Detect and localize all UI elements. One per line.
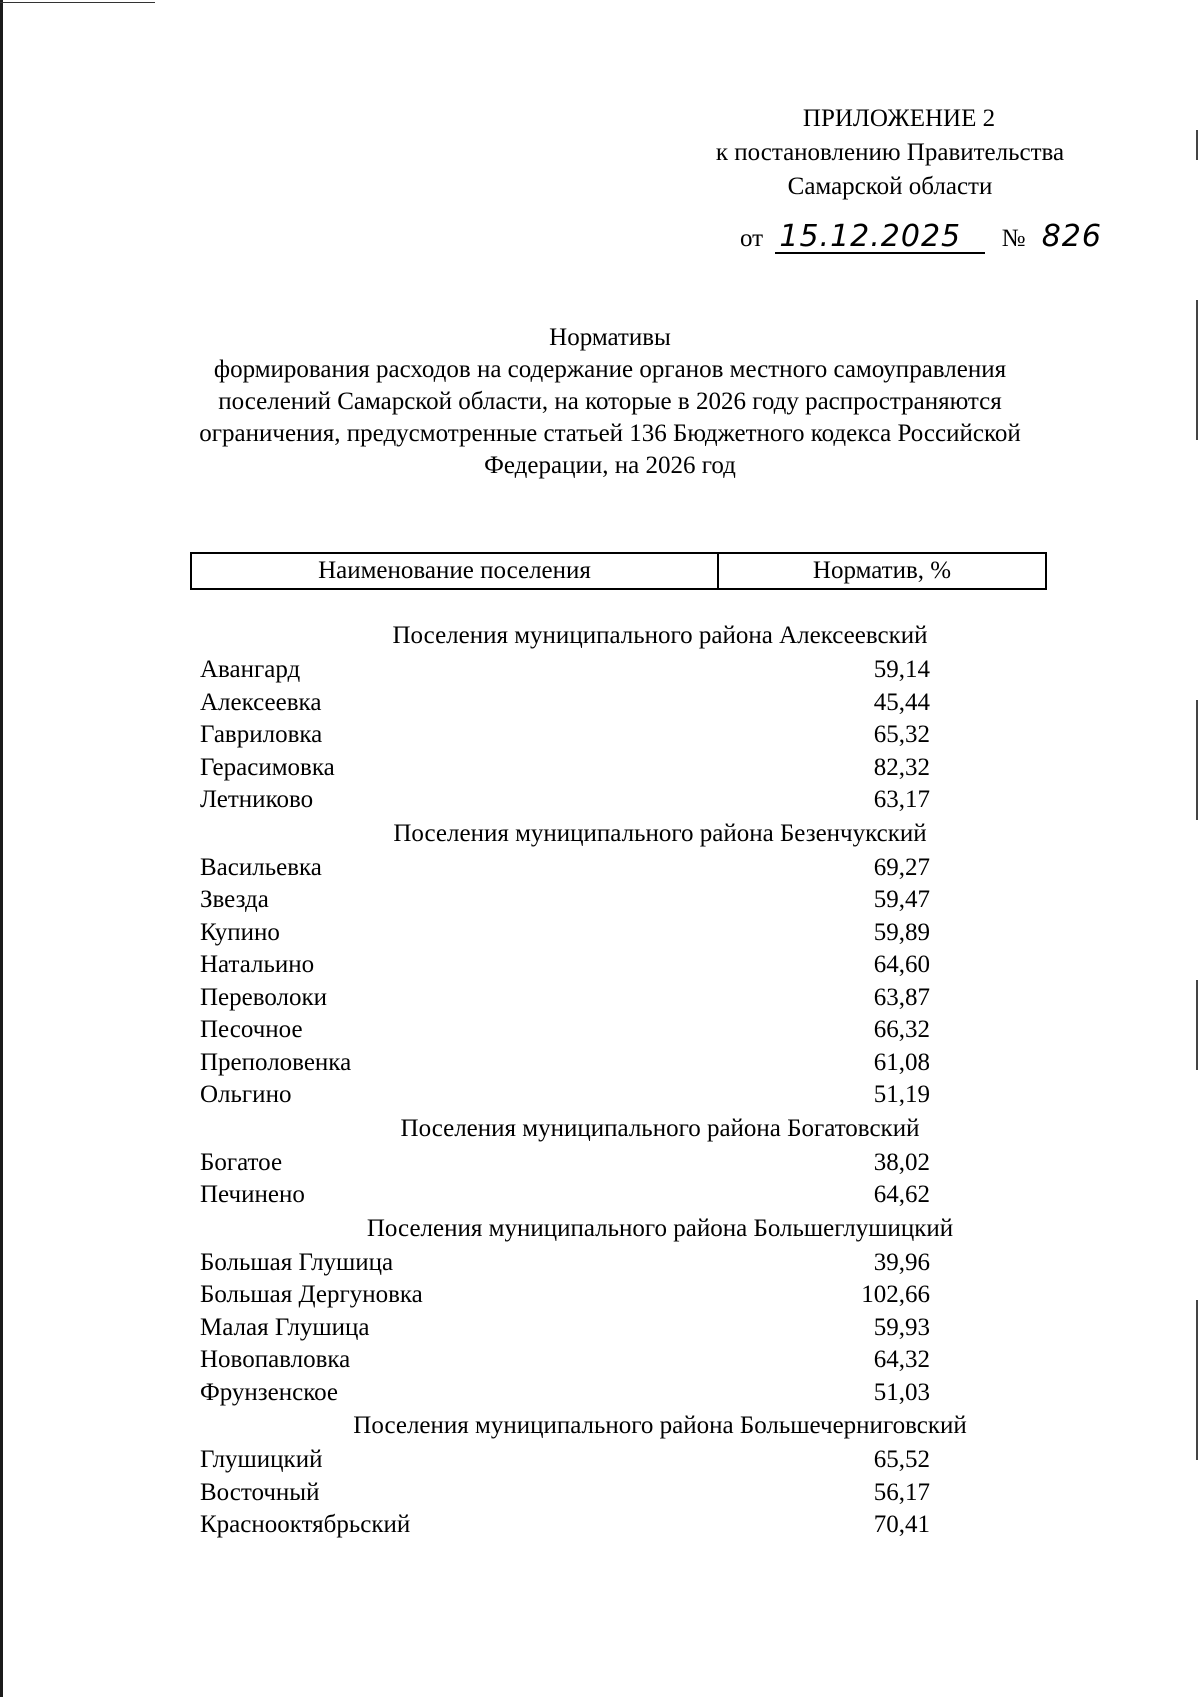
table-row	[200, 1047, 1080, 1080]
document-title	[150, 322, 1070, 482]
order-number-handwritten: 826	[1041, 219, 1102, 254]
norm-value: 56,17	[873, 1478, 930, 1506]
district-group	[200, 1211, 1080, 1410]
settlement-name: Малая Глушица	[200, 1313, 370, 1341]
norm-value: 65,32	[873, 721, 930, 748]
norm-value: 66,32	[873, 1016, 930, 1043]
scan-artifact-dash	[1196, 980, 1198, 1070]
district-group-title: Поселения муниципального района Безенчукский	[393, 819, 927, 847]
settlement-name: Большая Глушица	[200, 1248, 394, 1276]
table-row	[200, 1079, 1080, 1112]
scan-artifact-dash	[1196, 300, 1198, 440]
column-header-settlement: Наименование поселения	[192, 554, 719, 588]
settlement-name: Восточный	[200, 1478, 320, 1506]
table-row	[200, 949, 1080, 982]
settlement-name: Натальино	[200, 951, 315, 978]
table-row	[200, 1377, 1080, 1410]
title-line: Нормативы	[549, 324, 671, 351]
norm-value: 102,66	[861, 1281, 930, 1308]
settlement-name: Фрунзенское	[200, 1378, 339, 1406]
norm-value: 59,47	[873, 886, 930, 913]
appendix-reference: к постановлению Правительства	[715, 139, 1065, 166]
table-row	[200, 687, 1080, 720]
norm-value: 64,62	[873, 1181, 930, 1208]
page-scan-edge	[0, 0, 3, 1697]
norm-value: 64,60	[873, 951, 930, 978]
table-row	[200, 752, 1080, 785]
settlement-name: Богатое	[200, 1148, 283, 1176]
title-line: формирования расходов на содержание органов местного самоуправления	[213, 356, 1007, 383]
settlement-name: Глушицкий	[200, 1446, 323, 1473]
column-header-norm: Норматив, %	[812, 557, 952, 584]
order-date-handwritten: 15.12.2025	[775, 222, 985, 254]
district-group-title: Поселения муниципального района Большеглушицкий	[366, 1214, 954, 1242]
district-group-title: Поселения муниципального района Алексеевский	[392, 622, 928, 649]
norm-value: 51,03	[873, 1378, 930, 1406]
settlement-name: Большая Дергуновка	[200, 1281, 423, 1308]
scan-artifact-dash	[1196, 700, 1198, 820]
norm-value: 70,41	[873, 1511, 930, 1538]
title-line: Федерации, на 2026 год	[484, 452, 736, 479]
settlement-name: Краснооктябрьский	[200, 1511, 411, 1538]
norm-value: 59,89	[873, 918, 930, 946]
district-group	[200, 1111, 1080, 1212]
settlement-name: Гавриловка	[200, 721, 323, 748]
norm-value: 64,32	[873, 1346, 930, 1373]
table-row	[200, 1312, 1080, 1345]
norm-value: 59,93	[873, 1313, 930, 1341]
order-number-label: №	[1001, 225, 1026, 252]
table-row	[200, 784, 1080, 817]
settlement-name: Преполовенка	[200, 1048, 352, 1076]
table-row	[200, 1509, 1080, 1542]
table-row	[200, 1477, 1080, 1510]
norm-value: 65,52	[873, 1446, 930, 1473]
settlement-name: Васильевка	[200, 853, 322, 881]
title-line: ограничения, предусмотренные статьей 136 Бюджетного кодекса Российской	[199, 420, 1021, 447]
district-group-title: Поселения муниципального района Богатовский	[400, 1114, 920, 1142]
table-row	[200, 1279, 1080, 1312]
settlement-name: Авангард	[200, 656, 301, 683]
settlement-name: Купино	[200, 918, 280, 946]
table-row	[200, 1344, 1080, 1377]
table-row	[200, 1014, 1080, 1047]
norm-value: 61,08	[873, 1048, 930, 1076]
table-row	[200, 917, 1080, 950]
order-date-number	[740, 219, 1118, 256]
table-row	[200, 1147, 1080, 1180]
settlement-name: Печинено	[200, 1181, 305, 1208]
table-header	[190, 552, 1047, 590]
scan-artifact-line	[0, 2, 155, 3]
norm-value: 63,17	[873, 786, 930, 813]
norm-value: 59,14	[873, 656, 930, 683]
appendix-header	[640, 102, 1140, 204]
settlement-name: Алексеевка	[200, 688, 322, 716]
scan-artifact-dash	[1196, 1300, 1198, 1460]
table-body	[200, 618, 1080, 1542]
table-row	[200, 1179, 1080, 1212]
table-row	[200, 982, 1080, 1015]
norm-value: 45,44	[873, 688, 930, 716]
table-row	[200, 719, 1080, 752]
settlement-name: Звезда	[200, 886, 269, 913]
settlement-name: Ольгино	[200, 1081, 292, 1108]
settlement-name: Новопавловка	[200, 1346, 351, 1373]
scan-artifact-dash	[1196, 130, 1198, 160]
table-row	[200, 884, 1080, 917]
district-group	[200, 618, 1080, 817]
table-row	[200, 654, 1080, 687]
settlement-name: Герасимовка	[200, 753, 335, 781]
order-from-label: от	[740, 225, 764, 252]
settlement-name: Переволоки	[200, 983, 328, 1011]
settlement-name: Летниково	[200, 786, 314, 813]
title-line: поселений Самарской области, на которые в 2026 году распространяются	[218, 388, 1002, 415]
appendix-number: ПРИЛОЖЕНИЕ 2	[802, 105, 996, 132]
table-row	[200, 1247, 1080, 1280]
norm-value: 38,02	[873, 1148, 930, 1176]
table-row	[200, 852, 1080, 885]
norm-value: 39,96	[873, 1248, 930, 1276]
norm-value: 82,32	[873, 753, 930, 781]
norm-value: 63,87	[873, 983, 930, 1011]
settlement-name: Песочное	[200, 1016, 303, 1043]
district-group-title: Поселения муниципального района Большечерниговский	[353, 1412, 967, 1439]
district-group	[200, 816, 1080, 1112]
norm-value: 69,27	[873, 853, 930, 881]
appendix-region: Самарской области	[787, 173, 993, 200]
norm-value: 51,19	[873, 1081, 930, 1108]
district-group	[200, 1408, 1080, 1542]
table-row	[200, 1444, 1080, 1477]
